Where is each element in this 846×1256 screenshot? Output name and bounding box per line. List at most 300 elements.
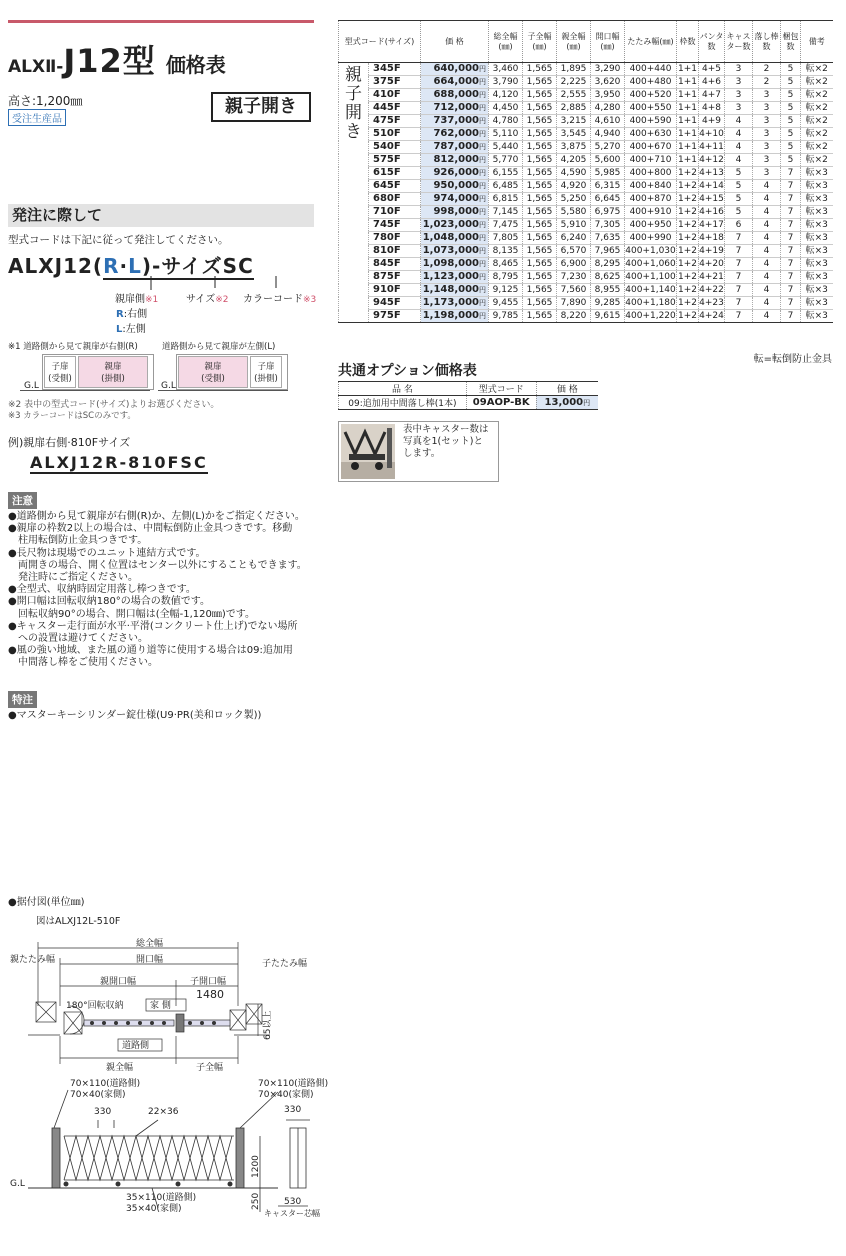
opt-price: 13,000円 xyxy=(536,396,598,410)
code-dot: · xyxy=(119,254,129,278)
cell-code: 910F xyxy=(369,284,421,297)
cell-value: 4 xyxy=(753,297,781,310)
cell-value: 転×2 xyxy=(801,154,833,167)
caster-width-label: キャスター芯幅 xyxy=(264,1209,320,1218)
price-row xyxy=(339,63,833,76)
cell-code: 540F xyxy=(369,141,421,154)
special-list xyxy=(8,710,318,722)
dim-parent-fold: 親たたみ幅 xyxy=(10,955,56,965)
cell-price: 664,000円 xyxy=(421,76,489,89)
cell-value: 5 xyxy=(781,154,801,167)
cell-value: 4+24 xyxy=(699,311,724,321)
price-row xyxy=(339,232,833,245)
cell-value: 7 xyxy=(781,180,801,193)
cell-code: 780F xyxy=(369,232,421,245)
cell-code: 345F xyxy=(369,63,421,76)
cell-value: 4+17 xyxy=(699,220,724,230)
cell-code: 575F xyxy=(369,154,421,167)
drawing-subtitle: 図はALXJ12L-510F xyxy=(36,916,121,927)
post-label-house: 70×40(家側) xyxy=(70,1090,126,1100)
cell-value: 1+1 xyxy=(678,142,698,152)
cell-code: 680F xyxy=(369,193,421,206)
label-road-side: 道路側 xyxy=(122,1041,150,1051)
cell-code: 645F xyxy=(369,180,421,193)
table-legend: 転=転倒防止金具 xyxy=(753,354,832,365)
right-parent-gate: 親扉 (掛側) xyxy=(78,356,148,388)
post-label-road-right: 70×110(道路側) xyxy=(258,1079,329,1089)
cell-value: 7 xyxy=(781,310,801,323)
cell-value: 4 xyxy=(753,193,781,206)
cell-value: 400+590 xyxy=(625,115,677,128)
cell-value: 5,270 xyxy=(591,141,625,154)
cell-value: 5 xyxy=(725,206,753,219)
code-pattern xyxy=(8,250,254,279)
cell-value: 1+2 xyxy=(678,220,698,230)
price-row xyxy=(339,89,833,102)
right-gl-label: G.L xyxy=(24,381,39,391)
left-diagram-title: 道路側から見て親扉が左側(L) xyxy=(162,342,276,352)
cell-value: 1,565 xyxy=(523,310,557,323)
model-name: J12型 xyxy=(63,42,156,80)
order-heading: 発注に際して xyxy=(8,204,314,227)
th-drop-rods: 落し棒数 xyxy=(753,21,781,63)
cell-value: 1,565 xyxy=(523,89,557,102)
cell-value: 6 xyxy=(725,219,753,232)
cell-price: 1,148,000円 xyxy=(421,284,489,297)
cell-value: 400+520 xyxy=(625,89,677,102)
cell-value: 3,545 xyxy=(557,128,591,141)
th-price: 価 格 xyxy=(421,21,489,63)
cell-price: 1,198,000円 xyxy=(421,310,489,323)
cell-value: 4+6 xyxy=(699,76,725,89)
cell-value: 7,475 xyxy=(489,219,523,232)
cell-value: 6,975 xyxy=(591,206,625,219)
cell-value: 5,250 xyxy=(557,193,591,206)
cell-value: 7,305 xyxy=(591,219,625,232)
cell-value: 転×3 xyxy=(801,258,833,271)
cell-price: 1,173,000円 xyxy=(421,297,489,310)
cell-value: 5 xyxy=(781,141,801,154)
cell-value: 1+2 xyxy=(678,272,698,282)
cell-value: 5,600 xyxy=(591,154,625,167)
header-rule xyxy=(8,20,314,23)
cell-value: 4+18 xyxy=(699,233,724,243)
cell-value: 3,950 xyxy=(591,89,625,102)
price-row xyxy=(339,219,833,232)
cell-price: 950,000円 xyxy=(421,180,489,193)
price-table-header xyxy=(339,21,833,63)
caution-item: ●全型式、収納時固定用落し棒つきです。 xyxy=(8,584,196,596)
cell-value: 4,450 xyxy=(489,102,523,115)
example-code: ALXJ12R-810FSC xyxy=(30,453,208,472)
cell-value: 4+20 xyxy=(699,259,724,269)
cell-value: 5 xyxy=(781,63,801,76)
dim-65: 65以上 xyxy=(263,1010,273,1040)
cell-value: 1+2 xyxy=(678,285,698,295)
cell-value: 2,885 xyxy=(557,102,591,115)
cell-value: 400+1,140 xyxy=(625,285,676,295)
caution-item: ●親扉の枠数2以上の場合は、中間転倒防止金具つきです。移動 xyxy=(8,523,293,535)
cell-value: 4 xyxy=(753,271,781,284)
dim-parent-opening: 親開口幅 xyxy=(100,977,137,987)
cell-value: 4 xyxy=(753,219,781,232)
price-row xyxy=(339,284,833,297)
cell-price: 640,000円 xyxy=(421,63,489,76)
cell-value: 3,875 xyxy=(557,141,591,154)
cell-value: 4+5 xyxy=(699,63,725,76)
cell-value: 転×3 xyxy=(801,167,833,180)
cell-value: 400+480 xyxy=(625,76,677,89)
cell-value: 1,565 xyxy=(523,271,557,284)
cell-price: 712,000円 xyxy=(421,102,489,115)
cell-value: 400+630 xyxy=(625,128,677,141)
dim-parent-width: 親全幅 xyxy=(106,1063,134,1073)
cell-value: 2,225 xyxy=(557,76,591,89)
cell-value: 転×3 xyxy=(801,180,833,193)
cell-value: 9,455 xyxy=(489,297,523,310)
cell-value: 5,440 xyxy=(489,141,523,154)
cell-value: 3,460 xyxy=(489,63,523,76)
cell-value: 3 xyxy=(725,63,753,76)
cell-value: 400+710 xyxy=(625,154,677,167)
cell-value: 7 xyxy=(781,271,801,284)
cell-value: 5,985 xyxy=(591,167,625,180)
cell-price: 688,000円 xyxy=(421,89,489,102)
page-title xyxy=(8,36,226,82)
cell-value: 7 xyxy=(725,310,753,323)
special-item: ●マスターキーシリンダー錠仕様(U9·PR(美和ロック製)) xyxy=(8,710,262,721)
cell-value: 7,230 xyxy=(557,271,591,284)
cell-value: 3,620 xyxy=(591,76,625,89)
code-suffix: SC xyxy=(222,254,254,278)
cell-price: 1,123,000円 xyxy=(421,271,489,284)
cell-value: 400+670 xyxy=(625,141,677,154)
right-ground-line xyxy=(20,390,150,391)
cell-value: 1,565 xyxy=(523,167,557,180)
price-row xyxy=(339,258,833,271)
cell-value: 1+2 xyxy=(678,259,698,269)
label-house-side: 家 側 xyxy=(150,1001,171,1011)
cell-value: 400+800 xyxy=(625,167,677,180)
cell-value: 7 xyxy=(781,245,801,258)
cell-value: 3 xyxy=(725,102,753,115)
cell-value: 4 xyxy=(753,232,781,245)
cell-code: 410F xyxy=(369,89,421,102)
options-row xyxy=(339,396,599,410)
cell-value: 6,155 xyxy=(489,167,523,180)
cell-value: 400+1,060 xyxy=(625,259,676,269)
photo-caption: 表中キャスター数は 写真を1(セット)と します。 xyxy=(403,424,489,459)
cell-value: 転×2 xyxy=(801,115,833,128)
cell-value: 4+11 xyxy=(699,142,724,152)
options-header xyxy=(339,382,599,396)
cell-price: 1,073,000円 xyxy=(421,245,489,258)
plan-view-drawing xyxy=(8,936,328,1076)
dim-250: 250 xyxy=(251,1192,261,1210)
cell-code: 510F xyxy=(369,128,421,141)
cell-value: 1+2 xyxy=(678,233,698,243)
cell-value: 1+1 xyxy=(678,129,698,139)
cell-value: 7 xyxy=(781,206,801,219)
cell-value: 1,565 xyxy=(523,245,557,258)
cell-value: 1+2 xyxy=(678,194,698,204)
cell-value: 1,565 xyxy=(523,115,557,128)
cell-value: 2 xyxy=(753,63,781,76)
cell-value: 9,785 xyxy=(489,310,523,323)
cell-value: 4+9 xyxy=(699,115,725,128)
cell-value: 転×3 xyxy=(801,245,833,258)
group-label: 親 子 開 き xyxy=(339,63,369,323)
cell-value: 4 xyxy=(725,141,753,154)
cell-code: 375F xyxy=(369,76,421,89)
cell-value: 3 xyxy=(753,154,781,167)
cell-value: 4 xyxy=(753,245,781,258)
dim-330-left: 330 xyxy=(94,1107,112,1117)
cell-code: 710F xyxy=(369,206,421,219)
cell-value: 6,815 xyxy=(489,193,523,206)
series-name: ALXⅡ- xyxy=(8,57,64,77)
cell-value: 5 xyxy=(781,115,801,128)
cell-value: 転×3 xyxy=(801,284,833,297)
price-table-body xyxy=(339,63,833,323)
price-row xyxy=(339,193,833,206)
cell-value: 7,890 xyxy=(557,297,591,310)
price-row xyxy=(339,297,833,310)
cell-value: 1,565 xyxy=(523,128,557,141)
price-row xyxy=(339,206,833,219)
cell-value: 1+1 xyxy=(678,77,698,87)
cell-value: 4+13 xyxy=(699,168,724,178)
cell-value: 7,965 xyxy=(591,245,625,258)
right-child-gate: 子扉 (受側) xyxy=(44,356,76,388)
code-r: R xyxy=(103,254,120,278)
cell-code: 975F xyxy=(369,310,421,323)
cell-value: 4,610 xyxy=(591,115,625,128)
cell-value: 1+2 xyxy=(678,207,698,217)
caution-item: 回転収納90°の場合、開口幅は(全幅-1,120㎜)です。 xyxy=(18,608,255,620)
elev-gl-label: G.L xyxy=(10,1179,25,1189)
cell-value: 3 xyxy=(753,89,781,102)
price-row xyxy=(339,180,833,193)
cell-value: 1+2 xyxy=(678,181,698,191)
dim-child-width: 子全幅 xyxy=(196,1063,224,1073)
cell-code: 475F xyxy=(369,115,421,128)
cell-value: 4,590 xyxy=(557,167,591,180)
cell-value: 7,560 xyxy=(557,284,591,297)
cell-value: 1,565 xyxy=(523,297,557,310)
cell-value: 6,240 xyxy=(557,232,591,245)
price-row xyxy=(339,76,833,89)
example-label: 例)親扉右側·810Fサイズ xyxy=(8,436,131,449)
cell-price: 1,048,000円 xyxy=(421,232,489,245)
cell-value: 4 xyxy=(753,258,781,271)
cell-value: 7,635 xyxy=(591,232,625,245)
cell-value: 4+10 xyxy=(699,129,724,139)
order-instruction: 型式コードは下記に従って発注してください。 xyxy=(8,234,229,246)
left-ground-line xyxy=(158,390,288,391)
cell-value: 転×2 xyxy=(801,63,833,76)
th-total-width: 総全幅(㎜) xyxy=(489,21,523,63)
cell-value: 1,565 xyxy=(523,258,557,271)
cell-value: 1+1 xyxy=(678,155,698,165)
caution-tag: 注意 xyxy=(8,492,37,509)
cell-value: 6,485 xyxy=(489,180,523,193)
price-row xyxy=(339,128,833,141)
cell-value: 4+12 xyxy=(699,155,724,165)
cell-value: 8,625 xyxy=(591,271,625,284)
cell-value: 1,565 xyxy=(523,141,557,154)
price-row xyxy=(339,141,833,154)
caution-item: ●道路側から見て親扉が右側(R)か、左側(L)かをご指定ください。 xyxy=(8,511,305,522)
th-fold-width: たたみ幅(㎜) xyxy=(625,21,677,63)
cell-value: 7 xyxy=(781,284,801,297)
cell-value: 3,215 xyxy=(557,115,591,128)
cell-code: 945F xyxy=(369,297,421,310)
cell-value: 9,615 xyxy=(591,310,625,323)
cell-value: 5,580 xyxy=(557,206,591,219)
label-parent-side: 親扉側※1 xyxy=(115,294,159,305)
cell-value: 1+2 xyxy=(678,311,698,321)
dim-530: 530 xyxy=(284,1197,302,1207)
caution-item: ●長尺物は現場でのユニット連結方式です。 xyxy=(8,547,206,559)
cell-value: 5 xyxy=(725,193,753,206)
note-size: ※2 表中の型式コード(サイズ)よりお選びください。 xyxy=(8,400,220,410)
th-frames: 枠数 xyxy=(677,21,699,63)
caution-item: ●キャスター走行面が水平·平滑(コンクリート仕上げ)でない場所 xyxy=(8,620,298,632)
cell-value: 400+550 xyxy=(625,102,677,115)
cell-value: 5 xyxy=(781,76,801,89)
cell-value: 6,900 xyxy=(557,258,591,271)
cell-value: 4+14 xyxy=(699,181,724,191)
cell-value: 400+870 xyxy=(625,193,677,206)
cell-value: 4,205 xyxy=(557,154,591,167)
cell-value: 4+7 xyxy=(699,89,725,102)
cell-value: 400+990 xyxy=(625,232,677,245)
cell-value: 4 xyxy=(725,154,753,167)
drawing-title: ●据付図(単位㎜) xyxy=(8,897,85,908)
caution-item: 中間落し棒をご使用ください。 xyxy=(18,657,158,669)
cell-price: 1,023,000円 xyxy=(421,219,489,232)
cell-value: 4+22 xyxy=(699,285,724,295)
cell-value: 8,295 xyxy=(591,258,625,271)
th-parent-width: 親全幅(㎜) xyxy=(557,21,591,63)
cell-value: 3 xyxy=(753,115,781,128)
cell-value: 4 xyxy=(753,206,781,219)
cell-value: 4,780 xyxy=(489,115,523,128)
cell-value: 転×3 xyxy=(801,297,833,310)
cell-value: 1,565 xyxy=(523,102,557,115)
th-casters: キャスター数 xyxy=(725,21,753,63)
price-row xyxy=(339,115,833,128)
cell-value: 3 xyxy=(753,102,781,115)
cell-value: 1,565 xyxy=(523,154,557,167)
cell-price: 812,000円 xyxy=(421,154,489,167)
cell-value: 7 xyxy=(781,258,801,271)
price-table xyxy=(338,20,833,323)
cell-value: 6,315 xyxy=(591,180,625,193)
cell-value: 転×3 xyxy=(801,206,833,219)
cell-value: 1+2 xyxy=(678,298,698,308)
cell-value: 4+21 xyxy=(699,272,724,282)
right-diagram-title: ※1 道路側から見て親扉が右側(R) xyxy=(8,342,138,352)
open-type-badge: 親子開き xyxy=(211,92,311,122)
cell-value: 400+950 xyxy=(625,219,677,232)
caution-item: 両開きの場合、開く位置はセンター以外にすることもできます。 xyxy=(18,559,307,571)
elevation-drawing xyxy=(8,1076,338,1222)
dim-1200: 1200 xyxy=(251,1155,261,1178)
cell-price: 974,000円 xyxy=(421,193,489,206)
th-panta: パンタ数 xyxy=(699,21,725,63)
cell-value: 6,645 xyxy=(591,193,625,206)
cell-value: 1+1 xyxy=(678,64,698,74)
cell-value: 400+1,100 xyxy=(625,272,676,282)
cell-value: 1,895 xyxy=(557,63,591,76)
opt-name: 09:追加用中間落し棒(1本) xyxy=(339,396,467,410)
cell-value: 400+1,220 xyxy=(625,311,676,321)
cell-value: 転×3 xyxy=(801,232,833,245)
dim-22x36: 22×36 xyxy=(148,1107,179,1117)
cell-value: 1+1 xyxy=(678,90,698,100)
cell-value: 8,465 xyxy=(489,258,523,271)
rail-label-road: 35×110(道路側) xyxy=(126,1193,197,1203)
cell-value: 1,565 xyxy=(523,63,557,76)
cell-value: 5 xyxy=(725,180,753,193)
cell-value: 7 xyxy=(725,232,753,245)
price-row xyxy=(339,167,833,180)
caution-item: 柱用転倒防止金具つきです。 xyxy=(18,535,148,547)
price-row xyxy=(339,154,833,167)
cell-value: 2 xyxy=(753,76,781,89)
cell-value: 1,565 xyxy=(523,76,557,89)
cell-value: 7 xyxy=(725,245,753,258)
cell-value: 7,145 xyxy=(489,206,523,219)
cell-value: 1,565 xyxy=(523,232,557,245)
cell-value: 5,110 xyxy=(489,128,523,141)
cell-value: 4 xyxy=(725,128,753,141)
cell-value: 転×2 xyxy=(801,76,833,89)
left-child-gate: 子扉 (掛側) xyxy=(250,356,282,388)
th-packages: 梱包数 xyxy=(781,21,801,63)
cell-value: 4,940 xyxy=(591,128,625,141)
cell-price: 998,000円 xyxy=(421,206,489,219)
dim-child-opening: 子開口幅 xyxy=(190,977,227,987)
cell-value: 7,805 xyxy=(489,232,523,245)
cell-value: 7 xyxy=(725,284,753,297)
cell-value: 1,565 xyxy=(523,193,557,206)
cell-code: 745F xyxy=(369,219,421,232)
cell-value: 5 xyxy=(725,167,753,180)
cell-value: 400+440 xyxy=(625,63,677,76)
left-parent-gate: 親扉 (受側) xyxy=(178,356,248,388)
cell-value: 8,135 xyxy=(489,245,523,258)
cell-value: 1+2 xyxy=(678,246,698,256)
opt-th-code: 型式コード xyxy=(466,382,536,396)
cell-value: 3 xyxy=(753,167,781,180)
cell-value: 4+19 xyxy=(699,246,724,256)
cell-value: 5 xyxy=(781,128,801,141)
left-gl-label: G.L xyxy=(161,381,176,391)
cell-value: 5 xyxy=(781,89,801,102)
dim-opening: 開口幅 xyxy=(136,955,164,965)
footnotes xyxy=(8,400,219,422)
caution-item: ●開口幅は回転収納180°の場合の数値です。 xyxy=(8,596,211,608)
cell-value: 5,910 xyxy=(557,219,591,232)
label-left: L:左側 xyxy=(116,324,146,335)
caution-item: 発注時にご指定ください。 xyxy=(18,572,138,584)
cell-value: 400+910 xyxy=(625,206,677,219)
cell-value: 400+840 xyxy=(625,180,677,193)
cell-code: 615F xyxy=(369,167,421,180)
